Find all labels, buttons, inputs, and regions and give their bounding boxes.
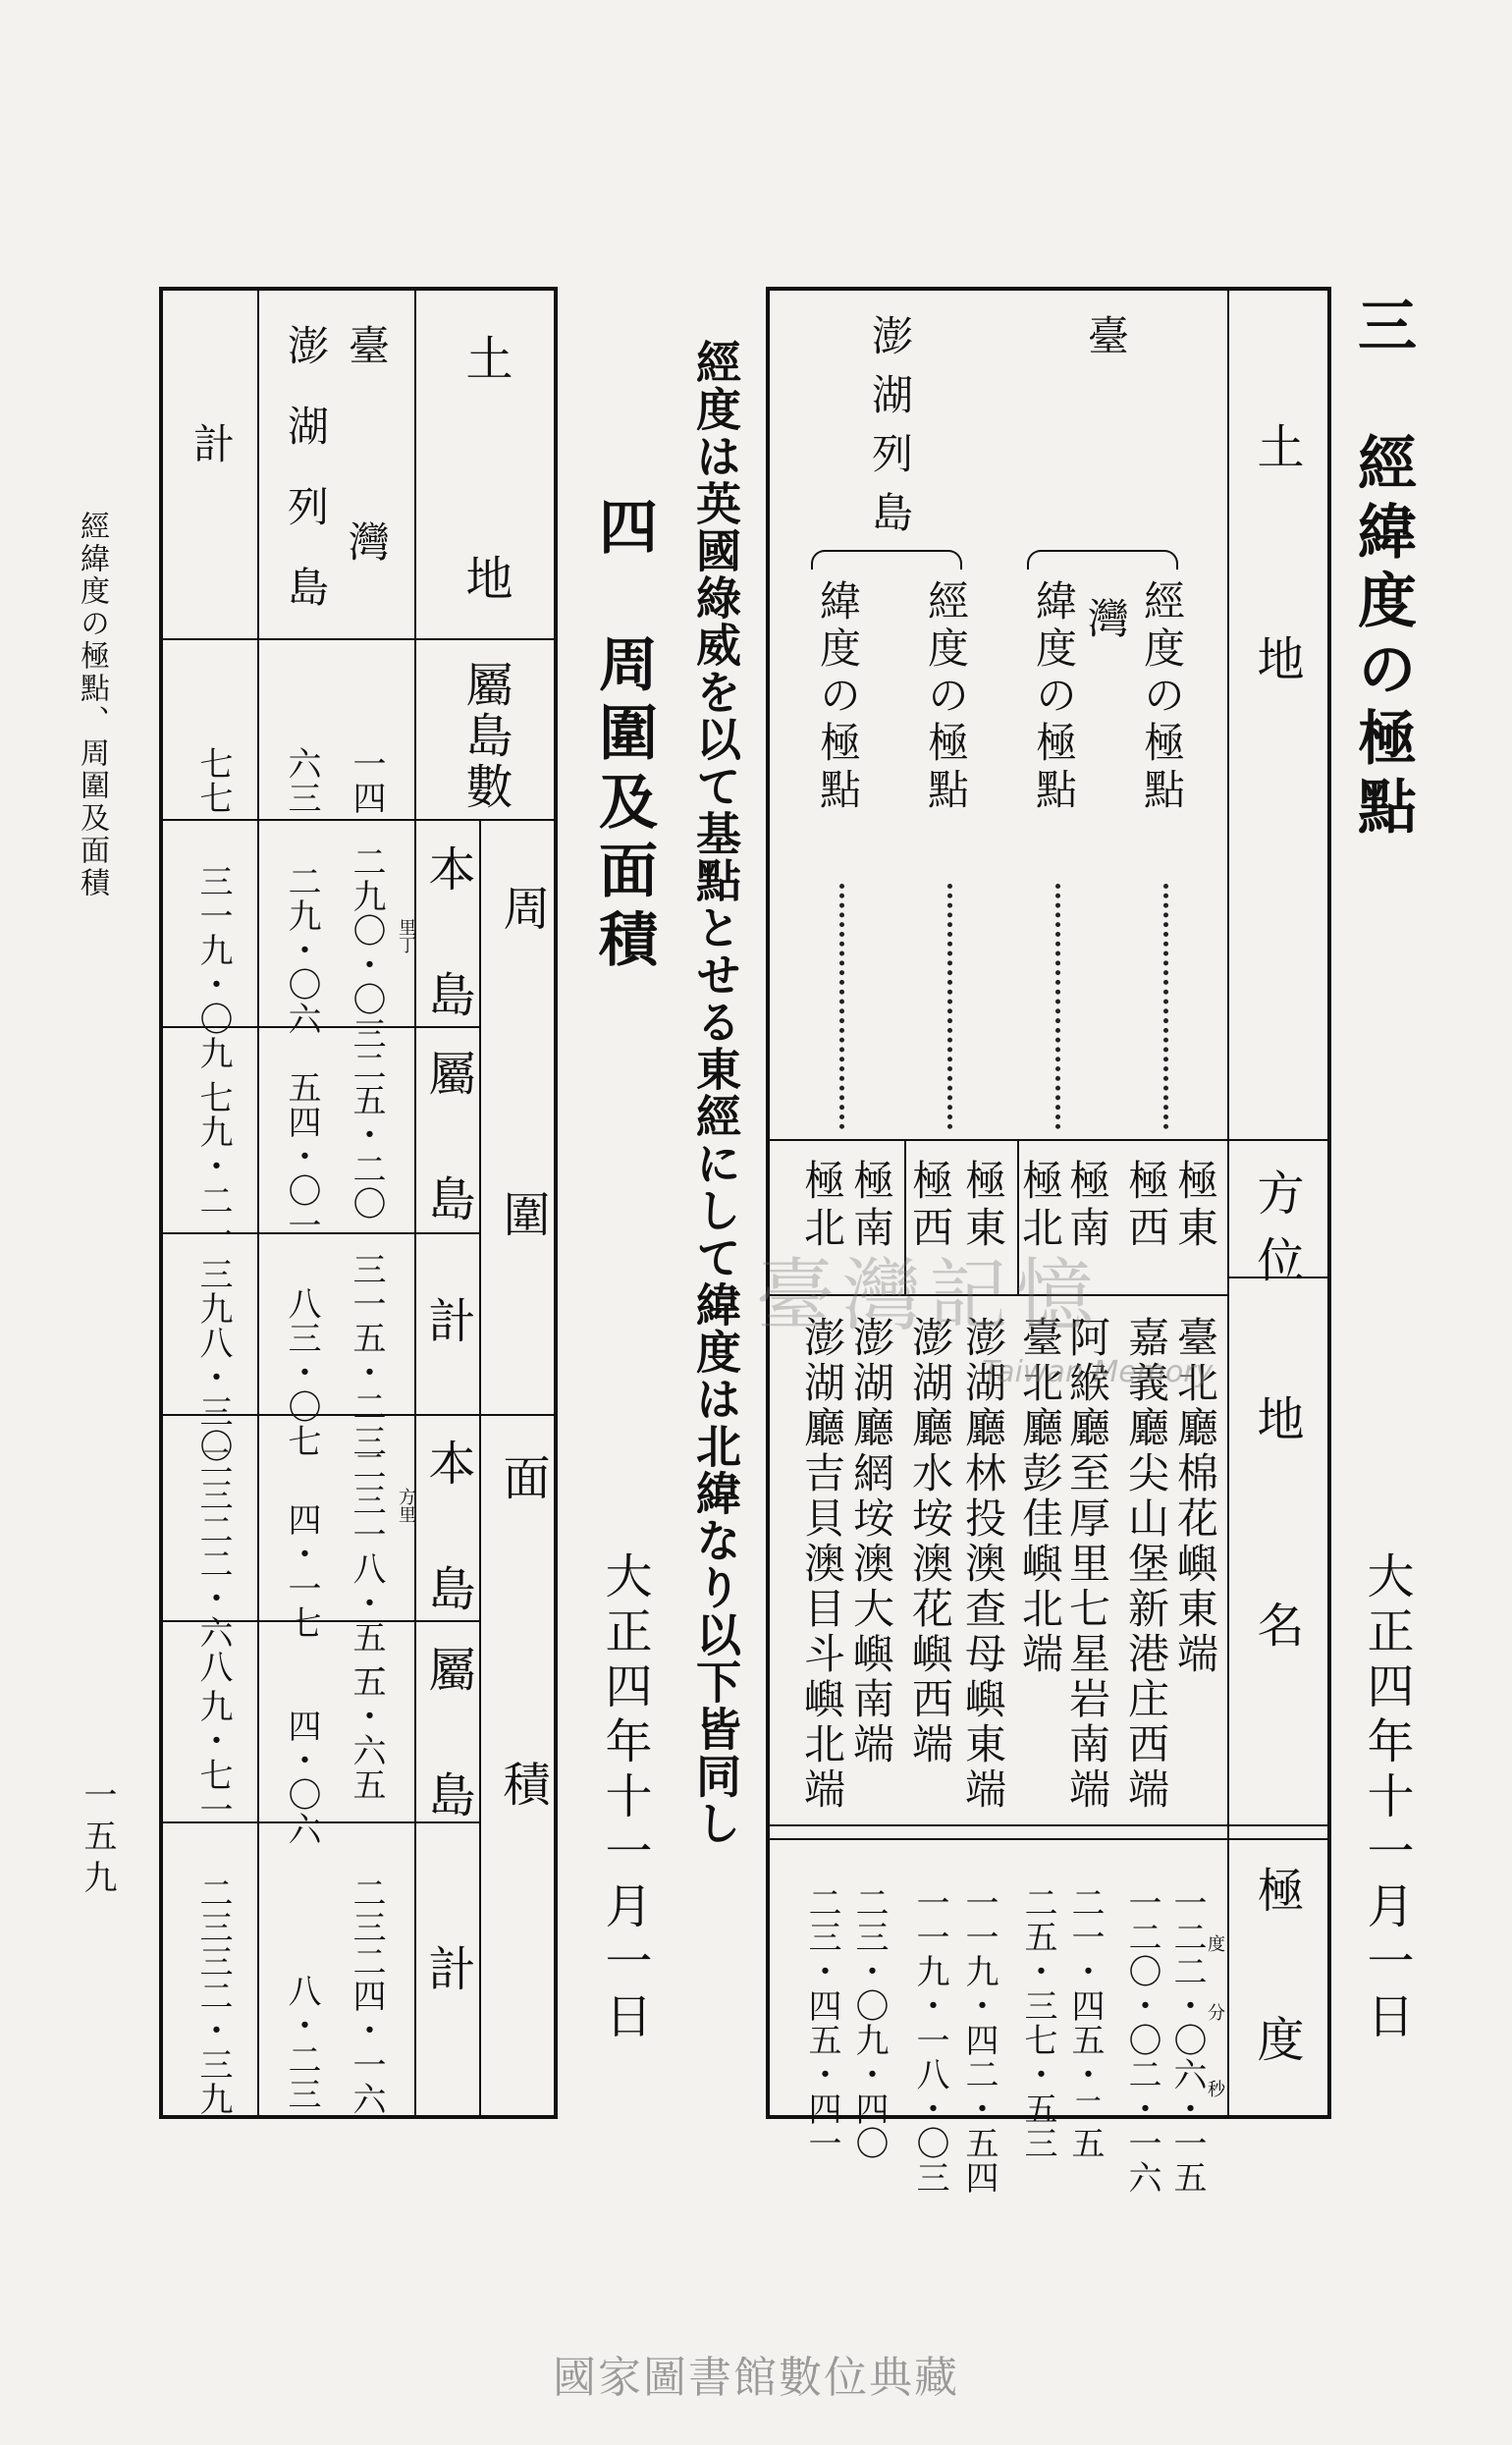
perim-penghu-total: 八三・〇七 [282,1286,321,1458]
value-penghu-west: 一一九・一八・〇三 [910,1885,949,2195]
dir-penghu-south: 極南 [847,1159,895,1253]
perim-taiwan-sub: 二五・二〇 [347,1049,386,1221]
s4-area-total: 計 [420,1944,475,1991]
section4-date: 大正四年十一月一日 [597,1551,652,2046]
area-penghu-total: 八・二三 [282,1974,321,2111]
section3-date: 大正四年十一月一日 [1359,1551,1414,2046]
perim-total-sub: 七九・二一 [193,1080,233,1252]
area-penghu-main: 四・一七 [282,1502,321,1640]
taiwan-longitude-label: 經度の極點 [1138,579,1186,815]
s4-header-islands: 屬島數 [458,660,513,813]
unit-sec: 秒 [1205,2080,1225,2097]
running-head: 經緯度の極點、周圍及面積 [75,511,109,899]
unit-deg: 度 [1205,1934,1225,1952]
library-footer: 國家圖書館數位典藏 [553,2353,959,2403]
value-taiwan-east: 一二二・〇六・一五 [1167,1885,1207,2195]
s4-row-total: 計 [188,422,236,469]
dir-penghu-north: 極北 [798,1159,846,1253]
s4-perimeter-total: 計 [420,1296,475,1343]
s4-row-taiwan: 臺 灣 [343,324,391,619]
s4-header-area: 面 積 [495,1453,550,1836]
section3-title: 三 經緯度の極點 [1348,295,1417,844]
s4-row-penghu: 澎湖列島 [282,324,330,646]
place-penghu-south: 澎湖廳網垵澳大嶼南端 [847,1316,895,1767]
dir-taiwan-east: 極東 [1171,1159,1219,1253]
group-name-taiwan: 臺 灣 [1082,314,1130,668]
unit-sq-ri: 方里 [396,1488,416,1523]
place-penghu-north: 澎湖廳吉貝澳目斗嶼北端 [798,1316,846,1813]
group-name-penghu: 澎湖列島 [866,314,914,550]
page-number: 一五九 [78,1777,117,1901]
section4-title: 四 周圍及面積 [589,496,658,977]
unit-ri-cho: 里丁 [396,918,416,953]
dir-taiwan-south: 極南 [1063,1159,1111,1253]
section3-note: 經度は英國綠威を以て基點とせる東經にして緯度は北緯なり以下皆同し [689,339,742,1847]
place-penghu-west: 澎湖廳水垵澳花嶼西端 [906,1316,954,1767]
value-penghu-north: 二三・四五・四一 [802,1885,841,2160]
s4-header-land: 土 地 [458,334,513,664]
area-penghu-sub: 四・〇六 [282,1709,321,1846]
penghu-latitude-label: 緯度の極點 [814,579,862,815]
s4-perimeter-sub: 屬 島 [420,1049,475,1237]
area-taiwan-total: 二三二四・一六 [347,1875,386,2116]
dir-penghu-east: 極東 [959,1159,1007,1253]
islands-penghu: 六三 [282,746,321,815]
value-taiwan-west: 一二〇・〇二・一六 [1122,1885,1161,2195]
perim-penghu-main: 二九・〇六 [282,864,321,1036]
dir-taiwan-west: 極西 [1122,1159,1170,1253]
islands-total: 七七 [193,746,233,815]
place-taiwan-north: 臺北廳彭佳嶼北端 [1016,1316,1064,1677]
place-taiwan-east: 臺北廳棉花嶼東端 [1171,1316,1219,1677]
s4-perimeter-main: 本 島 [420,844,475,1033]
islands-taiwan: 一四 [347,746,386,815]
perim-taiwan-main: 二九〇・〇三 [347,844,386,1051]
unit-min: 分 [1205,2003,1225,2021]
place-taiwan-south: 阿緱廳至厚里七星岩南端 [1063,1316,1111,1813]
area-total-total: 二三三二・三九 [193,1875,233,2116]
dir-penghu-west: 極西 [906,1159,954,1253]
watermark-sub: Taiwan Memory [982,1355,1214,1389]
perim-penghu-sub: 五四・〇一 [282,1070,321,1242]
s4-header-perimeter: 周 圍 [495,884,550,1267]
perim-total-total: 三九八・三〇 [193,1257,233,1463]
value-penghu-east: 一一九・四二・五四 [959,1885,999,2195]
header-land: 土 地 [1249,422,1304,705]
area-taiwan-main: 二三一八・五一 [347,1448,386,1689]
s4-area-main: 本 島 [420,1439,475,1627]
dir-taiwan-north: 極北 [1016,1159,1064,1253]
watermark-logo: 臺灣記憶 [756,1250,1102,1341]
place-taiwan-west: 嘉義廳尖山堡新港庄西端 [1122,1316,1170,1813]
area-total-main: 二三二二・六八 [193,1443,233,1684]
area-taiwan-sub: 五・六五 [347,1664,386,1802]
penghu-longitude-label: 經度の極點 [922,579,970,815]
header-place: 地 名 [1249,1394,1304,1669]
header-direction: 方位 [1249,1168,1304,1302]
perim-taiwan-total: 三一五・二三 [347,1252,386,1458]
taiwan-latitude-label: 緯度の極點 [1030,579,1078,815]
perim-total-main: 三一九・〇九 [193,864,233,1070]
value-penghu-south: 二三・〇九・四〇 [849,1885,889,2160]
value-taiwan-north: 二五・三七・五三 [1018,1885,1057,2160]
place-penghu-east: 澎湖廳林投澳查母嶼東端 [959,1316,1007,1813]
value-taiwan-south: 二一・四五・二五 [1065,1885,1105,2160]
area-total-sub: 九・七一 [193,1689,233,1826]
s4-area-sub: 屬 島 [420,1645,475,1833]
header-degree: 極 度 [1249,1866,1304,2090]
